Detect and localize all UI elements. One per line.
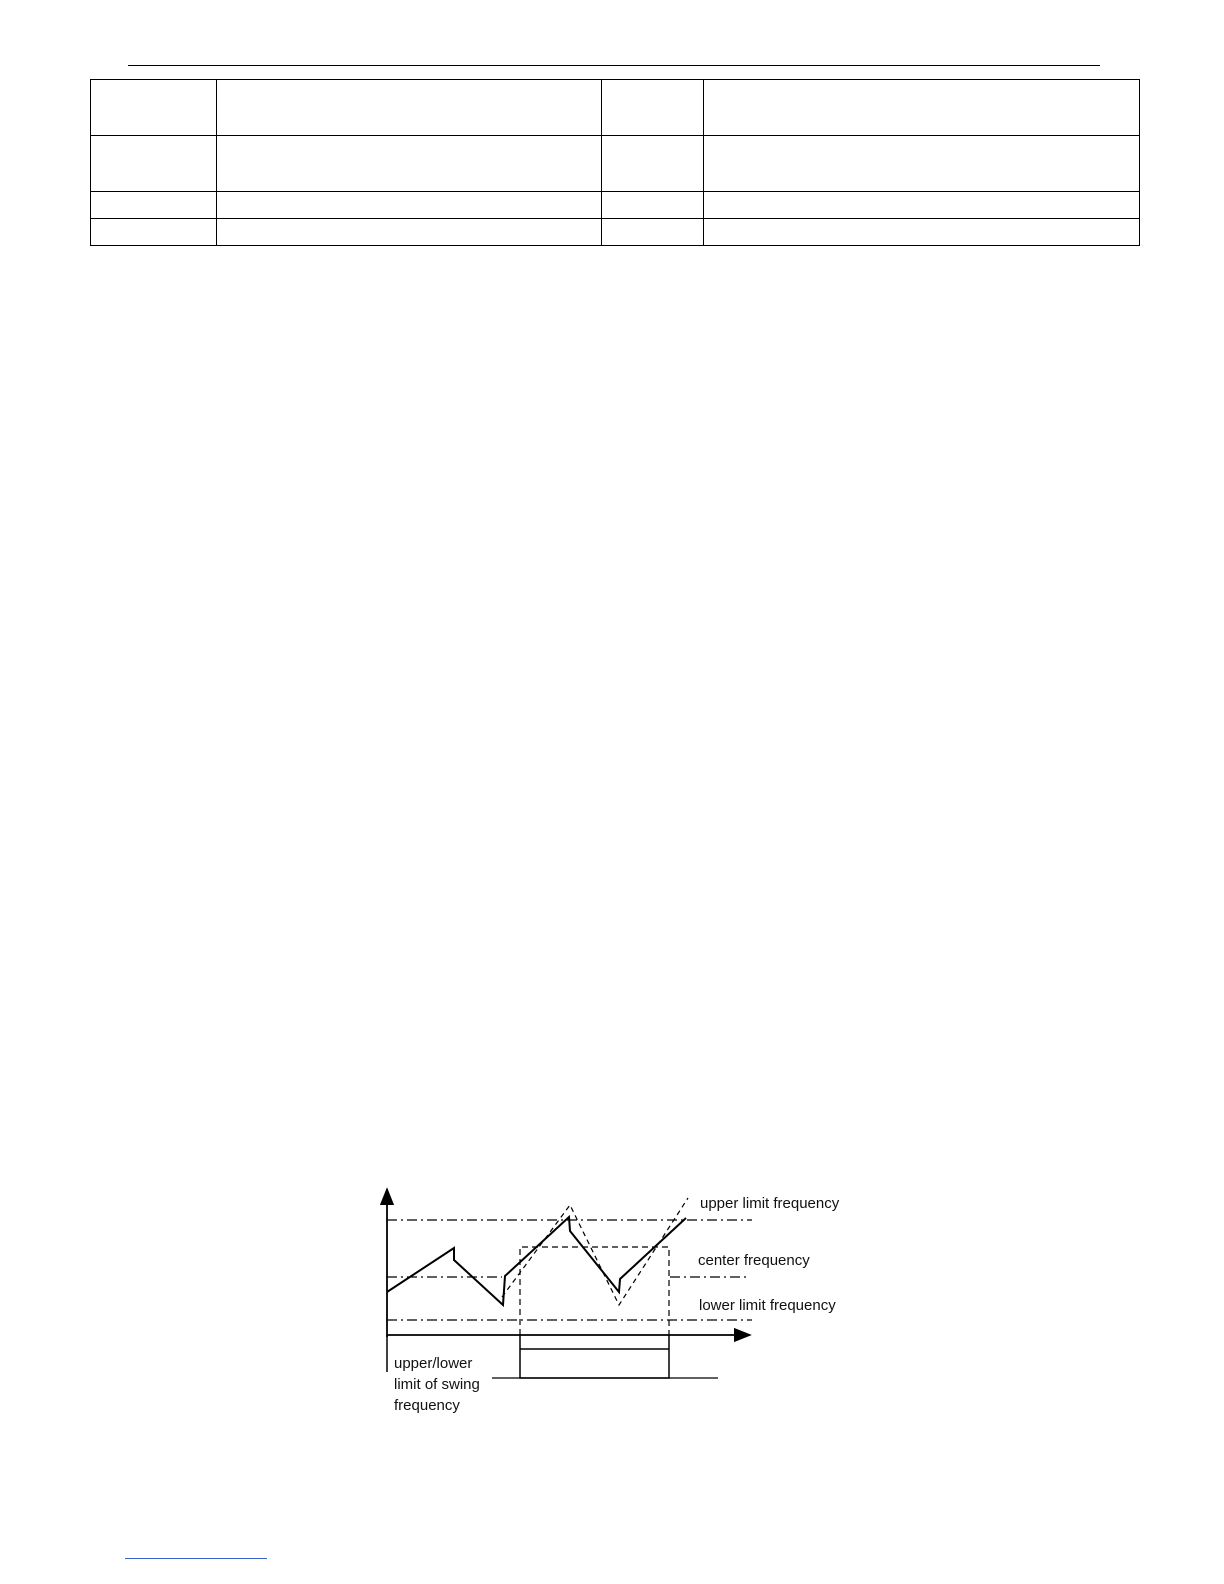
header-rule: [128, 65, 1100, 66]
table-row: [91, 80, 1140, 136]
table-cell: [91, 219, 217, 246]
swing-waveform: [387, 1217, 686, 1305]
center-frequency-label: center frequency: [698, 1252, 810, 1269]
swing-frequency-diagram: [370, 1180, 870, 1430]
table-cell: [91, 80, 217, 136]
table-row: [91, 136, 1140, 192]
swing-limit-label-line1: upper/lower: [394, 1355, 473, 1372]
table-cell: [704, 136, 1140, 192]
table-cell: [704, 192, 1140, 219]
table-cell: [217, 192, 602, 219]
swing-limit-label-line3: frequency: [394, 1397, 460, 1414]
upper-limit-label: upper limit frequency: [700, 1195, 840, 1212]
table-cell: [217, 80, 602, 136]
lower-limit-label: lower limit frequency: [699, 1297, 836, 1314]
footer-link-underline[interactable]: [125, 1558, 267, 1559]
table-row: [91, 192, 1140, 219]
swing-limit-label-line2: limit of swing: [394, 1376, 480, 1393]
table-cell: [602, 136, 704, 192]
table-cell: [217, 219, 602, 246]
table-cell: [704, 219, 1140, 246]
table-cell: [602, 192, 704, 219]
table-cell: [602, 80, 704, 136]
table-row: [91, 219, 1140, 246]
table-cell: [602, 219, 704, 246]
run-signal-pulse: [520, 1335, 669, 1378]
theoretical-wave: [502, 1198, 688, 1305]
table-cell: [704, 80, 1140, 136]
table-cell: [91, 192, 217, 219]
parameter-table: [90, 79, 1140, 246]
table-cell: [91, 136, 217, 192]
table-cell: [217, 136, 602, 192]
